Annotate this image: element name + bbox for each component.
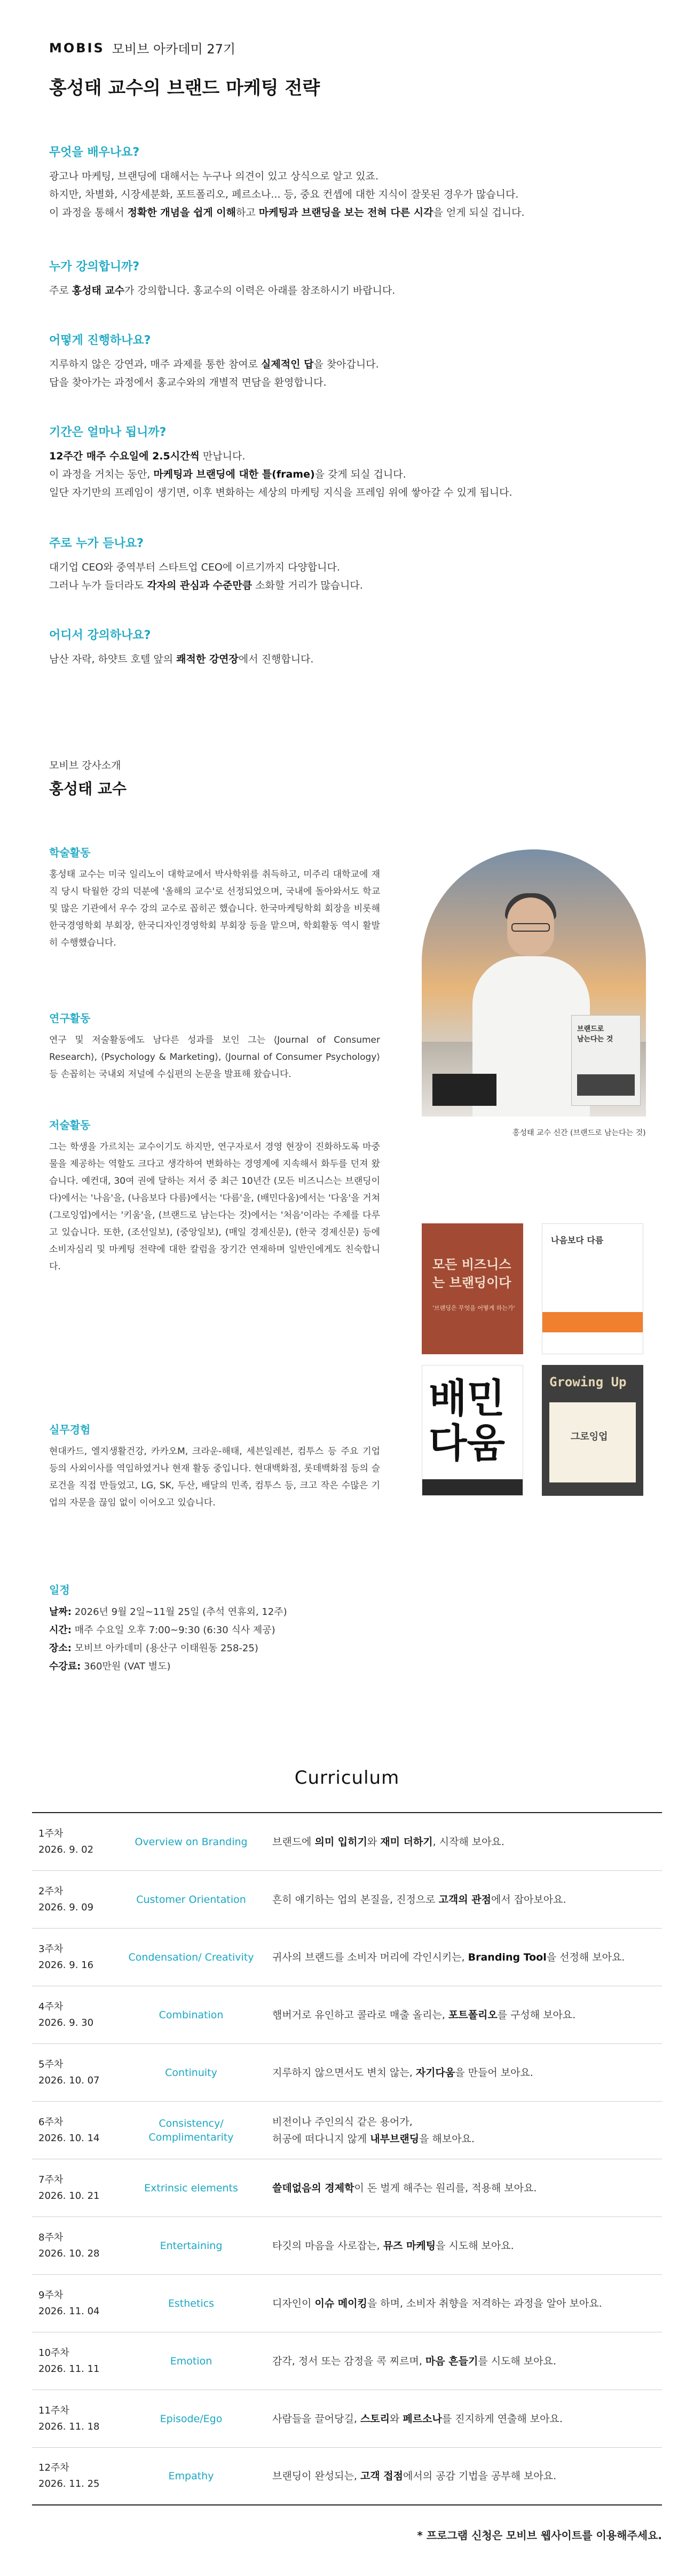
- schedule-item: [49, 1621, 583, 1640]
- week-date: 2026. 10. 07: [38, 2074, 100, 2086]
- curriculum-week: [32, 1941, 127, 1973]
- curriculum-week: [32, 1999, 127, 2031]
- curriculum-description: 브랜드에 의미 입히기와 재미 더하기, 시작해 보아요.: [272, 1836, 504, 1848]
- curriculum-row: [32, 2332, 662, 2390]
- week-date: 2026. 9. 02: [38, 1844, 94, 1855]
- curriculum-week: [32, 2288, 127, 2320]
- schedule-label: 수강료:: [49, 1661, 81, 1672]
- faq-answer-line: 이 과정을 거치는 동안, 마케팅과 브랜딩에 대한 틀(frame)을 갖게 되실 겁니다.: [49, 469, 406, 480]
- curriculum-topic: Emotion: [170, 2355, 212, 2367]
- page-title: 홍성태 교수의 브랜드 마케팅 전략: [49, 77, 320, 99]
- faq-what: [49, 143, 647, 222]
- schedule-label: 장소:: [49, 1643, 72, 1654]
- curriculum-description: 귀사의 브랜드를 소비자 머리에 각인시키는, Branding Tool을 선정해 보아요.: [272, 1951, 625, 1963]
- week-date: 2026. 11. 25: [38, 2478, 100, 2489]
- curriculum-week: [32, 1884, 127, 1916]
- book-cover-inner: [549, 1402, 636, 1482]
- curriculum-topic: Empathy: [168, 2470, 214, 2482]
- curriculum-week: [32, 2172, 127, 2204]
- academy-name: 모비브 아카데미 27기: [112, 42, 236, 57]
- bio-practice: [49, 1421, 380, 1511]
- faq-duration: [49, 423, 647, 502]
- curriculum-row: [32, 2159, 662, 2217]
- week-date: 2026. 11. 11: [38, 2363, 100, 2375]
- faq-answer-line: 남산 자락, 하얏트 호텔 앞의 쾌적한 강연장에서 진행합니다.: [49, 653, 314, 665]
- bio-section-text: 연구 및 저술활동에도 남다른 성과를 보인 그는 ⟨Journal of Consumer Research⟩, ⟨Psychology & Marketing⟩, ⟨Journal of Consumer Psychology⟩ 등 손꼽히는 국내외 저널에 수십편의 논문을 발표해 왔습니다.: [49, 1035, 380, 1080]
- week-date: 2026. 10. 21: [38, 2190, 100, 2202]
- week-label: 7주차: [38, 2174, 64, 2185]
- curriculum-description: 타깃의 마음을 사로잡는, 뮤즈 마케팅을 시도해 보아요.: [272, 2239, 514, 2252]
- book-cover-difference: [542, 1223, 643, 1354]
- mobis-logo: [49, 41, 105, 56]
- bio-section-title: 저술활동: [49, 1119, 91, 1131]
- curriculum-week: [32, 2057, 127, 2089]
- instructor-name: 홍성태 교수: [49, 780, 127, 798]
- curriculum-description: 쓸데없음의 경제학이 돈 벌게 해주는 원리를, 적용해 보아요.: [272, 2182, 537, 2194]
- curriculum-week: [32, 1826, 127, 1858]
- schedule-value: 2026년 9월 2일~11월 25일 (추석 연휴외, 12주): [74, 1606, 287, 1618]
- curriculum-description: 지루하지 않으면서도 변치 않는, 자기다움을 만들어 보아요.: [272, 2066, 533, 2079]
- faq-answer-line: [49, 185, 647, 204]
- faq-answer-line: 12주간 매주 수요일에 2.5시간씩 만납니다.: [49, 450, 246, 462]
- curriculum-week: [32, 2114, 127, 2146]
- faq-answer-line: 대기업 CEO와 중역부터 스타트업 CEO에 이르기까지 다양합니다.: [49, 561, 340, 573]
- schedule-label: 날짜:: [49, 1606, 72, 1618]
- curriculum-topic: Esthetics: [168, 2297, 215, 2309]
- faq-answer-line: 지루하지 않은 강연과, 매주 과제를 통한 참여로 실제적인 답을 찾아갑니다.: [49, 358, 379, 370]
- schedule-item: [49, 1640, 583, 1658]
- book-subtitle: 그로잉업: [571, 1431, 608, 1442]
- curriculum-description: 사람들을 끌어당길, 스토리와 페르소나를 진지하게 연출해 보아요.: [272, 2413, 563, 2425]
- week-date: 2026. 11. 04: [38, 2305, 100, 2317]
- schedule-title: 일정: [49, 1583, 70, 1596]
- curriculum-topic: Extrinsic elements: [144, 2182, 238, 2194]
- curriculum-row: [32, 2102, 662, 2159]
- week-label: 8주차: [38, 2231, 64, 2243]
- curriculum-row: [32, 1929, 662, 1986]
- week-date: 2026. 9. 09: [38, 1901, 94, 1913]
- curriculum-topic: Condensation/ Creativity: [128, 1951, 254, 1963]
- week-date: 2026. 10. 28: [38, 2247, 100, 2259]
- page-header: [49, 38, 647, 99]
- schedule-value: 매주 수요일 오후 7:00~9:30 (6:30 식사 제공): [74, 1625, 275, 1636]
- faq-answer-line: 답을 찾아가는 과정에서 홍교수와의 개별적 면담을 환영합니다.: [49, 377, 327, 388]
- curriculum-topic: Combination: [159, 2009, 224, 2021]
- curriculum-row: [32, 2217, 662, 2275]
- faq-where: [49, 626, 647, 668]
- faq-audience: [49, 534, 647, 595]
- faq-answer-line: 일단 자기만의 프레임이 생기면, 이후 변화하는 세상의 마케팅 지식을 프레임 위에 쌓아갈 수 있게 됩니다.: [49, 487, 512, 498]
- curriculum-row: [32, 2044, 662, 2102]
- bio-section-text: 현대카드, 엘지생활건강, 카카오M, 크라운-해태, 세븐일레븐, 컴투스 등 주요 기업 등의 사외이사를 역임하였거나 현재 활동 중입니다. 현대백화점, 롯데백화점 등의 슬로건을 직접 만들었고, LG, SK, 두산, 배달의 민족, 컴투스 등, 크고 작은 수많은 기업의 자문을 끊임 없이 이어오고 있습니다.: [49, 1446, 380, 1508]
- bio-section-title: 연구활동: [49, 1012, 91, 1025]
- week-label: 12주차: [38, 2462, 69, 2473]
- book-title: 배민 다움: [429, 1376, 505, 1466]
- week-label: 11주차: [38, 2405, 69, 2416]
- photo-person-glasses: [511, 923, 550, 932]
- footnote: * 프로그램 신청은 모비브 웹사이트를 이용해주세요.: [417, 2529, 662, 2542]
- curriculum-topic: Entertaining: [160, 2239, 223, 2252]
- week-date: 2026. 9. 30: [38, 2017, 94, 2028]
- curriculum-description: 감각, 정서 또는 감정을 콕 찌르며, 마음 흔들기를 시도해 보아요.: [272, 2355, 556, 2367]
- schedule-value: 360만원 (VAT 별도): [84, 1661, 171, 1672]
- week-label: 3주차: [38, 1943, 64, 1955]
- curriculum-topic: Episode/Ego: [160, 2413, 223, 2425]
- faq-answer-line: 이 과정을 통해서 정확한 개념을 쉽게 이해하고 마케팅과 브랜딩을 보는 전혀 다른 시각을 얻게 되실 겁니다.: [49, 207, 525, 218]
- curriculum-table: [32, 1812, 662, 2505]
- week-label: 2주차: [38, 1885, 64, 1897]
- curriculum-row: [32, 1986, 662, 2044]
- book-cover-band: [542, 1312, 643, 1332]
- curriculum-topic: Continuity: [165, 2066, 217, 2079]
- faq-answer-line: 광고나 마케팅, 브랜딩에 대해서는 누구나 의견이 있고 상식으로 알고 있죠.: [49, 170, 379, 182]
- photo-caption: 홍성태 교수 신간 (브랜드로 남는다는 것): [512, 1129, 646, 1137]
- book-title: Growing Up: [549, 1375, 627, 1390]
- curriculum-week: [32, 2345, 127, 2377]
- book-cover-growing-up: [542, 1365, 643, 1496]
- curriculum-week: [32, 2230, 127, 2262]
- photo-book-stack: [432, 1074, 496, 1106]
- schedule-item: [49, 1603, 583, 1621]
- faq-answer-line: 하지만, 차별화, 시장세분화, 포트폴리오, 페르소나... 등, 중요 컨셉에 대한 지식이 잘못된 경우가 많습니다.: [49, 189, 519, 200]
- week-label: 9주차: [38, 2289, 64, 2301]
- book-subtitle: '브랜딩은 무엇을 어떻게 하는가': [432, 1305, 515, 1312]
- week-date: 2026. 9. 16: [38, 1959, 94, 1971]
- book-title: 나음보다 다름: [551, 1235, 604, 1245]
- bio-section-text: 홍성태 교수는 미국 일리노이 대학교에서 박사학위를 취득하고, 미주리 대학교에 재직 당시 탁월한 강의 덕분에 '올해의 교수'로 선정되었으며, 국내에 돌아와서도 학교 및 많은 기관에서 우수 강의 교수로 꼽히곤 했습니다. 한국마케팅학회 회장을 비롯해 한국경영학회 부회장, 한국디자인경영학회 부회장 등을 맡으며, 학회활동 역시 활발히 수행했습니다.: [49, 869, 380, 948]
- faq-question: 누가 강의합니까?: [49, 260, 140, 274]
- faq-question: 무엇을 배우나요?: [49, 146, 140, 159]
- curriculum-week: [32, 2403, 127, 2435]
- faq-answer-line: 주로 홍성태 교수가 강의합니다. 홍교수의 이력은 아래를 참조하시기 바랍니다.: [49, 285, 396, 296]
- curriculum-description: 흔히 얘기하는 업의 본질을, 진정으로 고객의 관점에서 잡아보아요.: [272, 1893, 566, 1906]
- bio-writing: [49, 1117, 380, 1275]
- book-cover-band: [422, 1479, 523, 1495]
- logo-text: MOBIS: [49, 40, 105, 56]
- faq-question: 어디서 강의하나요?: [49, 629, 151, 642]
- faq-question: 기간은 얼마나 됩니까?: [49, 426, 167, 439]
- week-label: 4주차: [38, 2001, 64, 2012]
- week-date: 2026. 11. 18: [38, 2421, 100, 2432]
- curriculum-description: 비전이나 주인의식 같은 용어가, 허공에 떠다니지 않게 내부브랜딩을 해보아요.: [272, 2116, 475, 2145]
- instructor-photo: [422, 849, 646, 1117]
- curriculum-title: Curriculum: [294, 1767, 400, 1789]
- book-cover-branding: [422, 1223, 523, 1354]
- curriculum-description: 햄버거로 유인하고 콜라로 매출 올리는, 포트폴리오를 구성해 보아요.: [272, 2009, 576, 2021]
- curriculum-description: 브랜딩이 완성되는, 고객 접점에서의 공감 기법을 공부해 보아요.: [272, 2470, 557, 2482]
- faq-how: [49, 331, 647, 392]
- curriculum-row: [32, 2390, 662, 2448]
- week-date: 2026. 10. 14: [38, 2132, 100, 2144]
- curriculum-topic: Overview on Branding: [135, 1836, 248, 1848]
- week-label: 10주차: [38, 2347, 69, 2359]
- book-title: 모든 비즈니스는 브랜딩이다: [432, 1257, 511, 1290]
- curriculum-row: [32, 1871, 662, 1929]
- schedule-item: [49, 1658, 583, 1676]
- curriculum-topic: Customer Orientation: [136, 1893, 246, 1906]
- book-cover-baemin: [422, 1365, 523, 1496]
- bio-research: [49, 1010, 380, 1083]
- curriculum-row: [32, 2275, 662, 2332]
- schedule-label: 시간:: [49, 1625, 72, 1636]
- week-label: 6주차: [38, 2116, 64, 2128]
- curriculum-row: [32, 2448, 662, 2505]
- faq-answer-line: 그러나 누가 들더라도 각자의 관심과 수준만큼 소화할 거리가 많습니다.: [49, 580, 363, 591]
- bio-section-text: 그는 학생을 가르치는 교수이기도 하지만, 연구자로서 경영 현장이 진화하도록 마중물을 제공하는 역할도 크다고 생각하여 변화하는 경영계에 지속해서 화두를 던져 왔습니다. 예컨대, 30여 권에 달하는 저서 중 최근 10년간 (모든 비즈니스는 브랜딩이다)에서는 '나음'을, (나음보다 다름)에서는 '다름'을, (배민다움)에서는 '다움'을 거쳐 (그로잉업)에서는 '키움'을, (브랜드로 남는다는 것)에서는 '처음'이라는 주제를 다루고 있습니다. 또한, (조선일보), (중앙일보), (매일 경제신문), (한국 경제신문) 등에 소비자심리 및 마케팅 전략에 대한 칼럼을 장기간 연재하며 일반인에게도 친숙합니다.: [49, 1142, 380, 1272]
- bio-academic: [49, 844, 380, 951]
- faq-question: 어떻게 진행하나요?: [49, 334, 151, 347]
- schedule-value: 모비브 아카데미 (용산구 이태원동 258-25): [74, 1643, 258, 1654]
- instructor-label: 모비브 강사소개: [49, 760, 121, 771]
- curriculum-topic: Consistency/ Complimentarity: [148, 2117, 234, 2143]
- curriculum-description: 디자인이 이슈 메이킹을 하며, 소비자 취향을 저격하는 과정을 알아 보아요.: [272, 2297, 602, 2309]
- week-label: 1주차: [38, 1828, 64, 1839]
- faq-question: 주로 누가 듣나요?: [49, 537, 144, 550]
- curriculum-week: [32, 2460, 127, 2492]
- faq-who-teaches: [49, 257, 647, 300]
- schedule-section: [49, 1581, 583, 1676]
- instructor-header: [49, 758, 127, 799]
- brand-row: [49, 38, 647, 57]
- photo-new-book: 브랜드로 남는다는 것: [571, 1015, 641, 1106]
- week-label: 5주차: [38, 2058, 64, 2070]
- bio-section-title: 실무경험: [49, 1423, 91, 1436]
- curriculum-row: [32, 1813, 662, 1871]
- bio-section-title: 학술활동: [49, 846, 91, 859]
